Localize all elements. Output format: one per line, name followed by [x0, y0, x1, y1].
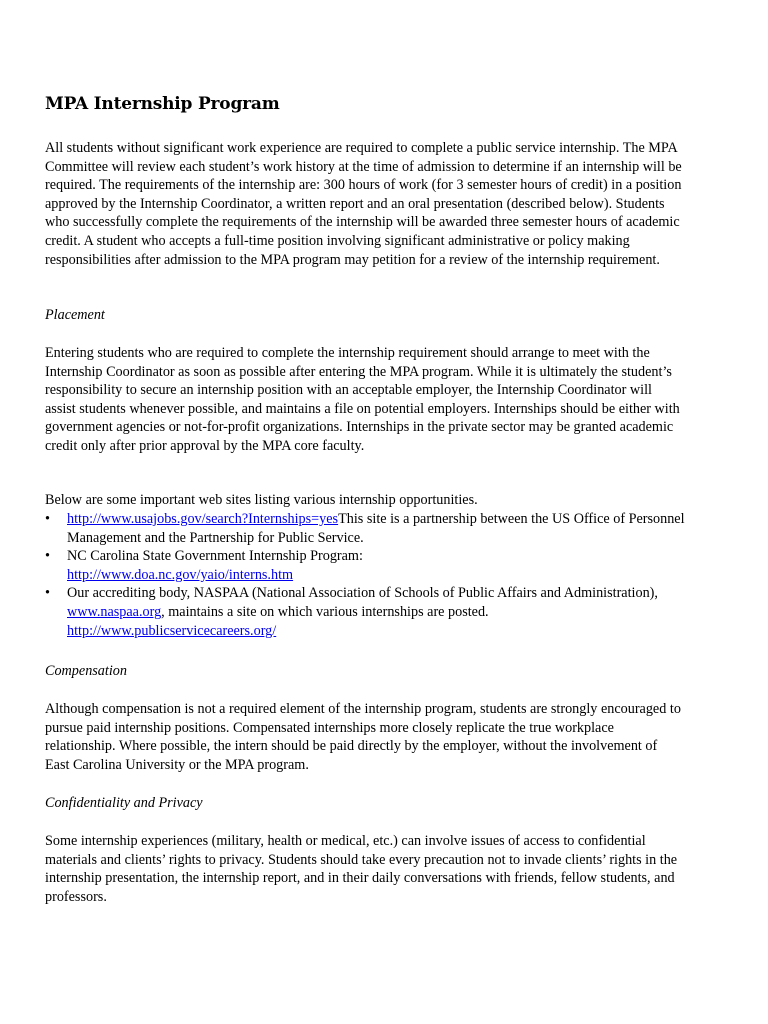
- links-intro-paragraph: Below are some important web sites listing various internship opportunities.: [45, 492, 478, 508]
- intro-paragraph: All students without significant work experience are required to complete a public service internship. The MPA Committee will review each student’s work history at the time of admission to determine if an internship will be required. The requirements of the internship are: 300 hours of work (for 3 semester hours of credit) in a position approved by the Internship Coordinator, a written report and an oral presentation (described below). Students who successfully complete the requirements of the internship will be awarded three semester hours of academic credit. A student who accepts a full-time position involving significant administrative or policy making responsibilities after admission to the MPA program may petition for a review of the internship requirement.: [45, 140, 682, 268]
- naspaa-description-end: , maintains a site on which various internships are posted.: [161, 603, 489, 620]
- usajobs-description: This site is a partnership between the US Office of Personnel Management and the Partnership for Public Service.: [67, 511, 685, 546]
- bullet-icon: •: [45, 548, 50, 565]
- naspaa-link[interactable]: www.naspaa.org: [67, 603, 162, 620]
- list-item-naspaa: [45, 584, 685, 640]
- internship-links-list: [45, 510, 685, 640]
- nc-state-description: NC Carolina State Government Internship Program:: [67, 548, 363, 565]
- page-title: MPA Internship Program: [45, 94, 280, 114]
- placement-paragraph: Entering students who are required to complete the internship requirement should arrange to meet with the Internship Coordinator as soon as possible after entering the MPA program. While it is ultimately the student’s responsibility to secure an internship position with an acceptable employer, the Internship Coordinator will assist students whenever possible, and maintains a file on potential employers. Internships should be either with government agencies or not-for-profit organizations. Internships in the private sector may be granted academic credit only after prior approval by the MPA core faculty.: [45, 345, 680, 454]
- bullet-icon: •: [45, 585, 50, 602]
- list-item-nc-state: [45, 547, 685, 584]
- placement-heading: Placement: [45, 307, 105, 323]
- list-item-usajobs: [45, 510, 685, 547]
- usajobs-link[interactable]: http://www.usajobs.gov/search?Internships=yes: [67, 511, 339, 527]
- naspaa-description-start: Our accrediting body, NASPAA (National Association of Schools of Public Affairs and Administration),: [67, 585, 658, 602]
- public-service-careers-link[interactable]: http://www.publicservicecareers.org/: [67, 622, 277, 639]
- compensation-heading: Compensation: [45, 663, 127, 679]
- bullet-icon: •: [45, 511, 50, 527]
- confidentiality-paragraph: Some internship experiences (military, health or medical, etc.) can involve issues of access to confidential materials and clients’ rights to privacy. Students should take every precaution not to invade clients’ rights in the internship presentation, the internship report, and in their daily conversations with friends, fellow students, and professors.: [45, 833, 678, 905]
- confidentiality-heading: Confidentiality and Privacy: [45, 795, 203, 811]
- nc-doa-link[interactable]: http://www.doa.nc.gov/yaio/interns.htm: [67, 566, 294, 583]
- compensation-paragraph: Although compensation is not a required element of the internship program, students are strongly encouraged to pursue paid internship positions. Compensated internships more closely replicate the true workplace relationship. Where possible, the intern should be paid directly by the employer, without the involvement of East Carolina University or the MPA program.: [45, 701, 681, 773]
